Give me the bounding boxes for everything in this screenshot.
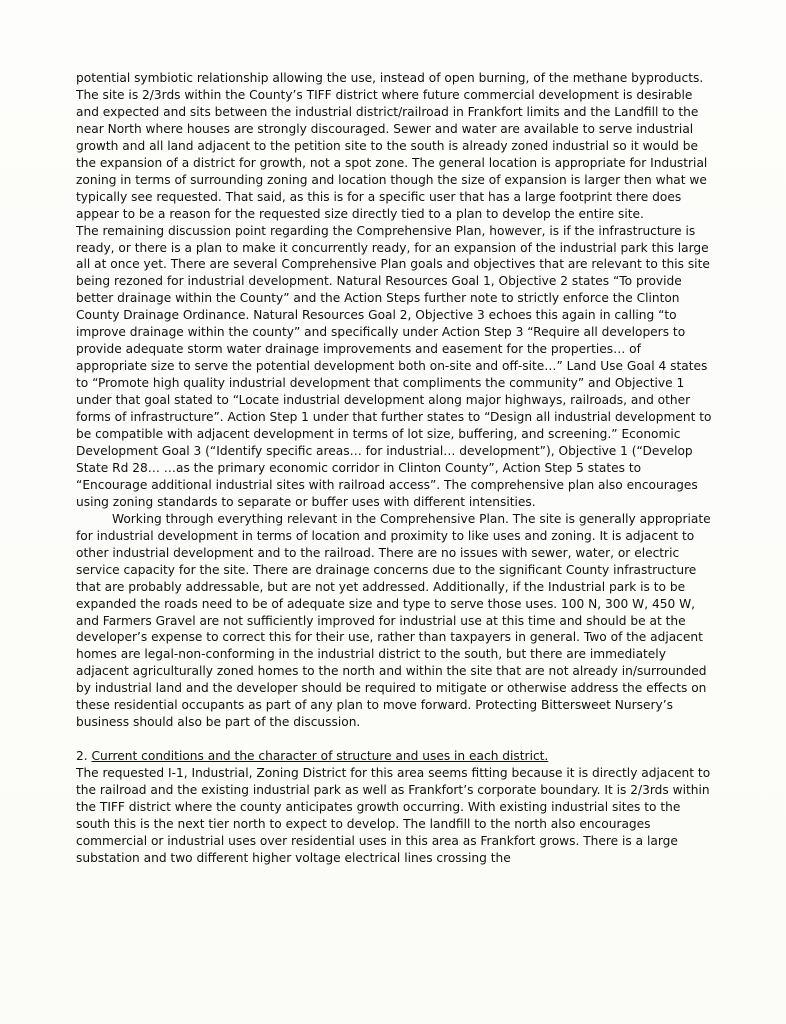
section-number: 2. xyxy=(76,749,88,764)
paragraph-site-context: potential symbiotic relationship allowing the use, instead of open burning, of the methane byproducts. The site is 2/3rds within the County’s TIFF district where future commercial development is desirable and expected and sits between the industrial district/railroad in Frankfort limits and the Landfill to the near North where houses are strongly discouraged. Sewer and water are available to serve industrial growth and all land adjacent to the petition site to the south is already zoned industrial so it would be the expansion of a district for growth, not a spot zone. The general location is appropriate for Industrial zoning in terms of surrounding zoning and location though the size of expansion is larger then what we typically see requested. That said, as this is for a specific user that has a large footprint there does appear to be a reason for the requested size directly tied to a plan to develop the entire site. xyxy=(76,71,708,221)
section-title: Current conditions and the character of structure and uses in each district. xyxy=(91,749,549,764)
section-spacer xyxy=(76,731,714,748)
section-heading xyxy=(76,748,714,765)
paragraph-current-conditions: The requested I-1, Industrial, Zoning District for this area seems fitting because it is directly adjacent to the railroad and the existing industrial park as well as Frankfort’s corporate boundary. It is 2/3rds within the TIFF district where the county anticipates growth occurring. With existing industrial sites to the south this is the next tier north to expect to develop. The landfill to the north also encourages commercial or industrial uses over residential uses in this area as Frankfort grows. There is a large substation and two different higher voltage electrical lines crossing the xyxy=(76,766,711,865)
paragraph-comprehensive-plan: The remaining discussion point regarding the Comprehensive Plan, however, is if the infrastructure is ready, or there is a plan to make it concurrently ready, for an expansion of the industrial park this large all at once yet. There are several Comprehensive Plan goals and objectives that are relevant to this site being rezoned for industrial development. Natural Resources Goal 1, Objective 2 states “To provide better drainage within the County” and the Action Steps further note to strictly enforce the Clinton County Drainage Ordinance. Natural Resources Goal 2, Objective 3 echoes this again in calling “to improve drainage within the county” and specifically under Action Step 3 “Require all developers to provide adequate storm water drainage improvements and easement for the properties… of appropriate size to serve the potential development both on-site and off-site…” Land Use Goal 4 states to “Promote high quality industrial development that compliments the community” and Objective 1 under that goal stated to “Locate industrial development along major highways, railroads, and other forms of infrastructure”. Action Step 1 under that further states to “Design all industrial development to be compatible with adjacent development in terms of lot size, buffering, and screening.” Economic Development Goal 3 (“Identify specific areas… for industrial… development”), Objective 1 (“Develop State Rd 28… …as the primary economic corridor in Clinton County”, Action Step 5 states to “Encourage additional industrial sites with railroad access”. The comprehensive plan also encourages using zoning standards to separate or buffer uses with different intensities. xyxy=(76,223,712,509)
paragraph-analysis: Working through everything relevant in the Comprehensive Plan. The site is generally appropriate for industrial development in terms of location and proximity to like uses and zoning. It is adjacent to other industrial development and to the railroad. There are no issues with sewer, water, or electric service capacity for the site. There are drainage concerns due to the significant County infrastructure that are probably addressable, but are not yet addressed. Additionally, if the Industrial park is to be expanded the roads need to be of adequate size and type to serve those uses. 100 N, 300 W, 450 W, and Farmers Gravel are not sufficiently improved for industrial use at this time and should be at the developer’s expense to correct this for their use, rather than taxpayers in general. Two of the adjacent homes are legal-non-conforming in the industrial district to the south, but there are immediately adjacent agriculturally zoned homes to the north and within the site that are not already in/surrounded by industrial land and the developer should be required to mitigate or otherwise address the effects on these residential occupants as part of any plan to move forward. Protecting Bittersweet Nursery’s business should also be part of the discussion. xyxy=(76,511,711,730)
